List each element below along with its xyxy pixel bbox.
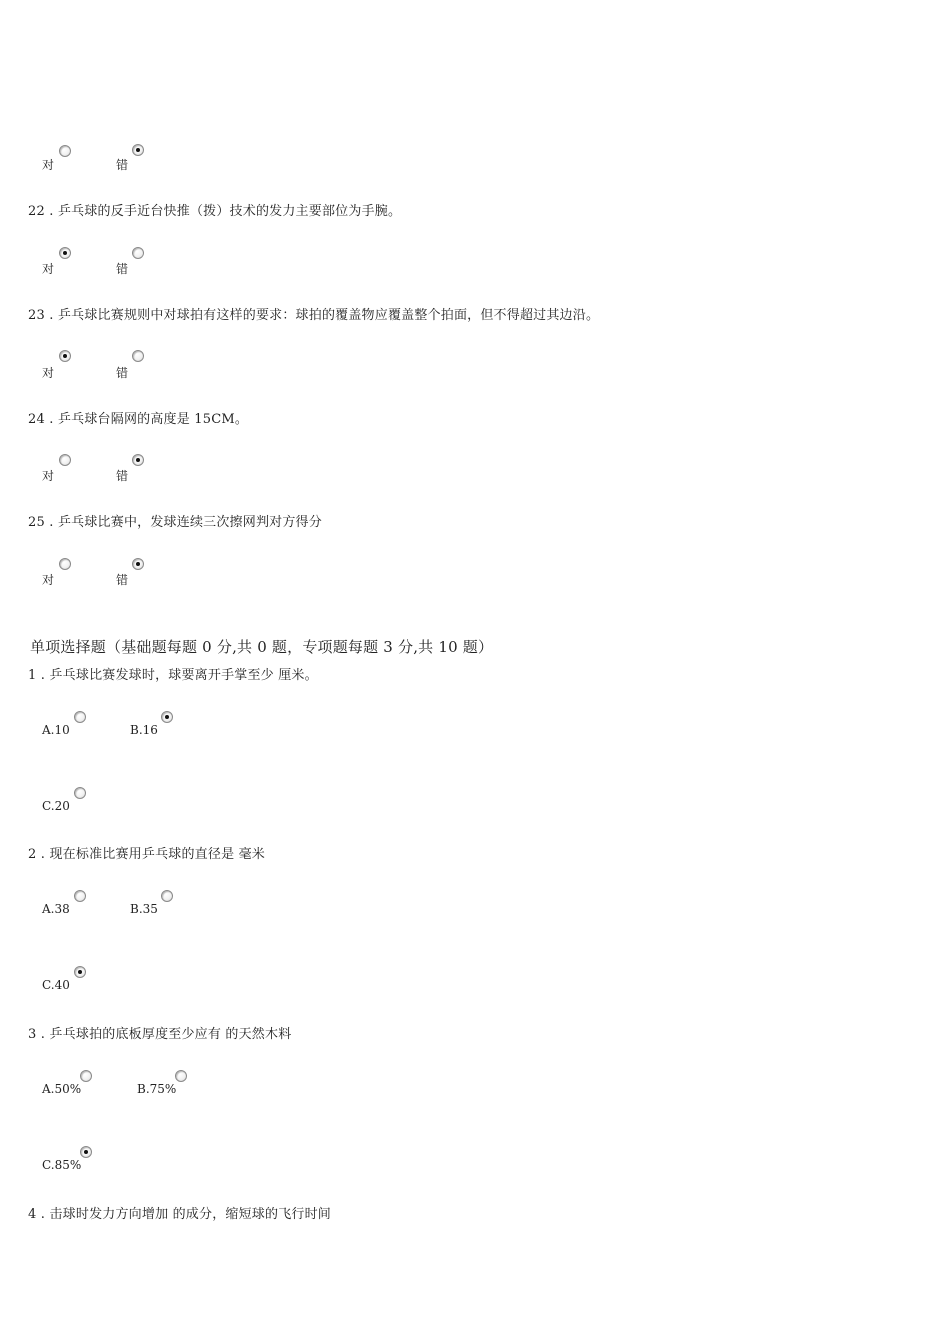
mc-q1-question-text: 1 . 乒乓球比赛发球时，球要离开手掌至少 厘米。 — [28, 668, 318, 683]
mc-q3-option-c[interactable] — [40, 1143, 100, 1175]
q23-true-radio[interactable] — [59, 350, 71, 362]
mc-q2-option-b[interactable] — [128, 887, 188, 919]
q24-answer-row — [0, 451, 950, 483]
mc-q3-option-a[interactable] — [40, 1067, 100, 1099]
q24-true-label: 对 — [42, 469, 55, 483]
mc-q2-option-c-radio[interactable] — [74, 966, 86, 978]
q23-answer-row — [0, 348, 950, 380]
mc-q3-option-c-radio[interactable] — [80, 1146, 92, 1158]
q25-question-text: 25 . 乒乓球比赛中，发球连续三次擦网判对方得分 — [28, 515, 322, 530]
q25-false-radio[interactable] — [132, 558, 144, 570]
mc-q2-question-text: 2 . 现在标准比赛用乒乓球的直径是 毫米 — [28, 847, 266, 862]
mc-q1-option-b-label: B.16 — [130, 723, 158, 737]
mc-q3-option-b[interactable] — [135, 1067, 195, 1099]
q25-true-radio[interactable] — [59, 558, 71, 570]
mc-q2-option-c-label: C.40 — [42, 978, 70, 992]
q22-true-label: 对 — [42, 262, 55, 276]
q21-false-radio[interactable] — [132, 144, 144, 156]
q25-answer-row — [0, 555, 950, 587]
q22-question-text: 22 . 乒乓球的反手近台快推（拨）技术的发力主要部位为手腕。 — [28, 204, 402, 219]
mc-q2-option-b-radio[interactable] — [161, 890, 173, 902]
mc-q2-option-a-radio[interactable] — [74, 890, 86, 902]
mc-q2-option-a-label: A.38 — [42, 902, 70, 916]
mc-q3-option-c-label: C.85% — [42, 1158, 82, 1172]
q25-false-label: 错 — [116, 573, 129, 587]
mc-q1-option-a[interactable] — [40, 708, 100, 740]
q21-true-label: 对 — [42, 158, 55, 172]
q24-true-radio[interactable] — [59, 454, 71, 466]
q22-true-radio[interactable] — [59, 247, 71, 259]
section-heading: 单项选择题（基础题每题 0 分,共 0 题，专项题每题 3 分,共 10 题） — [30, 638, 494, 656]
mc-q1-option-b-radio[interactable] — [161, 711, 173, 723]
mc-q1-option-c-label: C.20 — [42, 799, 70, 813]
mc-q3-option-b-radio[interactable] — [175, 1070, 187, 1082]
q22-false-radio[interactable] — [132, 247, 144, 259]
q22-answer-row — [0, 244, 950, 276]
q23-true-label: 对 — [42, 366, 55, 380]
mc-q4-question-text: 4 . 击球时发力方向增加 的成分，缩短球的飞行时间 — [28, 1207, 332, 1222]
mc-q3-option-a-label: A.50% — [42, 1082, 82, 1096]
mc-q3-question-text: 3 . 乒乓球拍的底板厚度至少应有 的天然木料 — [28, 1027, 292, 1042]
mc-q1-option-c[interactable] — [40, 784, 100, 816]
mc-q3-option-b-label: B.75% — [137, 1082, 177, 1096]
q21-true-radio[interactable] — [59, 145, 71, 157]
q21-false-label: 错 — [116, 158, 129, 172]
mc-q2-option-a[interactable] — [40, 887, 100, 919]
q21-answer-row — [0, 140, 950, 172]
q23-question-text: 23 . 乒乓球比赛规则中对球拍有这样的要求：球拍的覆盖物应覆盖整个拍面，但不得超过其边沿。 — [28, 308, 600, 323]
q25-true-label: 对 — [42, 573, 55, 587]
q22-false-label: 错 — [116, 262, 129, 276]
q24-false-label: 错 — [116, 469, 129, 483]
mc-q3-option-a-radio[interactable] — [80, 1070, 92, 1082]
q23-false-label: 错 — [116, 366, 129, 380]
q23-false-radio[interactable] — [132, 350, 144, 362]
mc-q1-option-b[interactable] — [128, 708, 188, 740]
q24-false-radio[interactable] — [132, 454, 144, 466]
mc-q1-option-a-radio[interactable] — [74, 711, 86, 723]
mc-q2-option-c[interactable] — [40, 963, 100, 995]
mc-q2-option-b-label: B.35 — [130, 902, 158, 916]
q24-question-text: 24 . 乒乓球台隔网的高度是 15CM。 — [28, 412, 249, 427]
mc-q1-option-c-radio[interactable] — [74, 787, 86, 799]
mc-q1-option-a-label: A.10 — [42, 723, 70, 737]
